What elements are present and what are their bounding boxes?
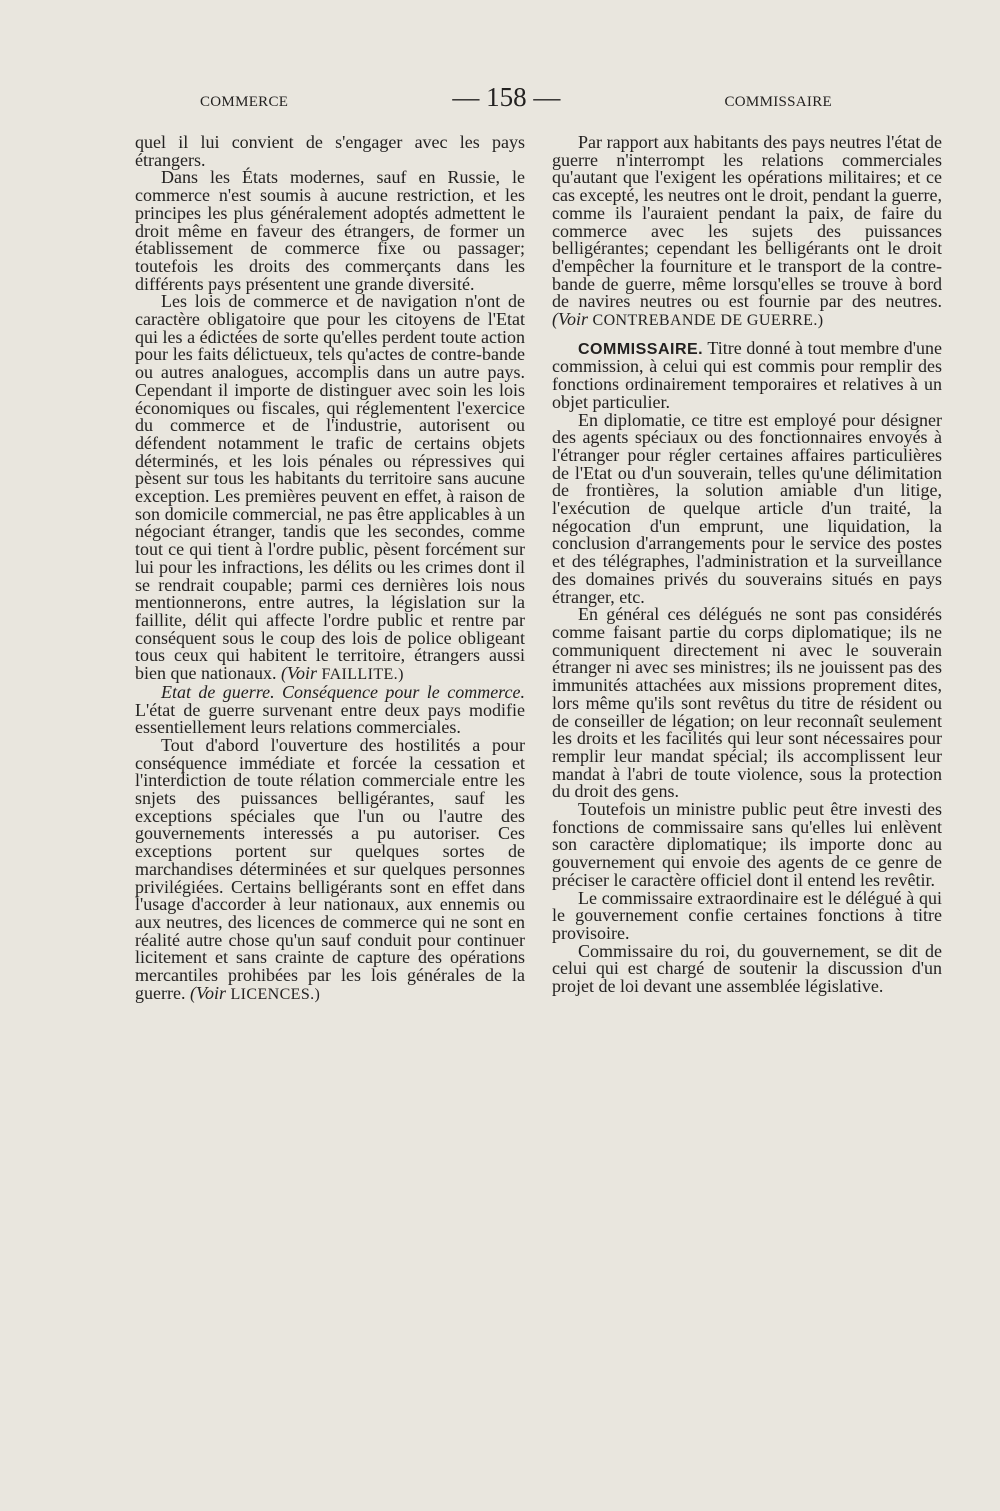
entry-headword: COMMISSAIRE. xyxy=(578,340,704,358)
paragraph: En général ces délégués ne sont pas considérés comme faisant partie du corps diplomatique; ils ne communiquent directement ni avec le souverain étranger ni avec ses ministres; ils ne jouissent pas des immunités attachées aux missions proprement dites, lors même qu'ils sont revêtus du titre de résident ou de conseiller de légation; on leur reconnaît seulement les droits et les facilités qui leur sont nécessaires pour remplir leur mandat spécial; ils accomplissent leur mandat à l'abri de toute violence, sous la protection du droit des gens. xyxy=(552,604,942,802)
entry-paragraph xyxy=(552,337,942,412)
paragraph xyxy=(135,293,525,683)
running-head xyxy=(200,82,832,114)
paragraph-text: Tout d'abord l'ouverture des hostilités a pour conséquence immédiate et forcée la cessation et l'interdiction de toute rélation commerciale entre les snjets des puissances belligérantes, sauf les exceptions spéciales que l'un ou l'autre des gouvernements interessés a pu autoriser. Ces exceptions portent sur quelques sortes de marchandises déterminées et sur quelques personnes privilégiées. Certains belligérants sont en effet dans l'usage d'accorder à leur nationaux, aux ennemis ou aux neutres, des licences de commerce qui ne sont en réalité autre chose qu'un sauf conduit pour continuer licitement et sans crainte de capture des opérations mercantiles prohibées par les lois générales de la guerre. xyxy=(135,734,525,1003)
paragraph: Le commissaire extraordinaire est le délégué à qui le gouvernement confie certaines fonctions à titre provisoire. xyxy=(552,887,942,943)
voir-reference: (Voir xyxy=(280,663,317,684)
paragraph-text: Les lois de commerce et de navigation n'ont de caractère obligatoire que pour les citoyens de l'Etat qui les a édictées de sorte qu'elles perdent toute action pour les faits délictueux, tels qu'actes de contre-bande ou autres analogues, accomplis dans un autre pays. Cependant il importe de distinguer avec soin les lois économiques ou fiscales, qui réglementent l'exercice du commerce et de l'industrie, autorisent ou défendent notamment le trafic de certains objets déterminés, et les lois pénales ou répressives qui pèsent sur tous les habitants du territoire sans aucune exception. Les premières peuvent en effet, à raison de son domicile commercial, ne pas être applicables à un négociant étranger, tandis que les secondes, comme tout ce qui tient à l'ordre public, pèsent forcément sur lui pour les infractions, les délits ou les crimes dont il se rendrait coupable; parmi ces dernières lois nous mentionnerons, entre autres, la législation sur la faillite, délit qui affecte l'ordre public et rentre par conséquent sous le coup des lois de police obligeant tous ceux qui habitent le territoire, étrangers aussi bien que nationaux. xyxy=(135,291,525,684)
paragraph-text: Par rapport aux habitants des pays neutres l'état de guerre n'interrompt les relations commerciales qu'autant que l'exigent les opérations militaires; et ce cas excepté, les neutres ont le droit, pendant la guerre, comme ils l'auraient pendant la paix, de faire du commerce avec les sujets des puissances belligérantes; cependant les belligérants ont le droit d'empêcher la fourniture et le transport de la contre-bande de guerre, même lorsqu'elles se trouve à bord de navires neutres ou est fournie par des neutres. xyxy=(552,132,942,312)
cross-reference: CONTREBANDE DE GUERRE.) xyxy=(592,312,824,330)
paragraph: quel il lui convient de s'engager avec les pays étrangers. xyxy=(135,132,525,170)
paragraph xyxy=(135,681,525,738)
right-column xyxy=(552,134,942,996)
paragraph xyxy=(135,734,525,1004)
paragraph: En diplomatie, ce titre est employé pour désigner des agents spéciaux ou des fonctionnaires envoyés à l'étranger pour régler certaines affaires particulières de l'Etat ou d'un souverain, telles qu'une délimitation de frontières, la solution amiable d'un litige, l'exécution de quelque article d'un traité, la négocation d'un emprunt, une liquidation, la conclusion d'arrangements pour le service des postes et des télégraphes, l'administration et la surveillance des domaines privés du souverains situés en pays étranger, etc. xyxy=(552,409,942,607)
header-left-word: COMMERCE xyxy=(200,94,289,110)
page-number: — 158 — xyxy=(452,82,561,112)
cross-reference: FAILLITE.) xyxy=(321,666,404,684)
paragraph: Dans les États modernes, sauf en Russie, le commerce n'est soumis à aucune restriction, et les principes les plus généralement adoptés admettent le droit même en faveur des étrangers, de former un établissement de commerce fixe ou passager; toutefois les droits des commerçants dans les différents pays présentent une grande diversité. xyxy=(135,167,525,294)
voir-reference: (Voir xyxy=(552,309,588,330)
paragraph xyxy=(552,134,942,330)
paragraph-text: Titre donné à tout membre d'une commission, à celui qui est commis pour remplir des fonctions ordinairement temporaires et relatives à un objet particulier. xyxy=(552,337,942,412)
paragraph: Toutefois un ministre public peut être investi des fonctions de commissaire sans qu'elles lui enlèvent son caractère diplomatique; ils importe donc au gouvernement qui envoie des agents de ce genre de préciser le caractère officiel dont il entend les revêtir. xyxy=(552,799,942,890)
left-column xyxy=(135,134,525,1003)
paragraph-text: L'état de guerre survenant entre deux pays modifie essentiellement leurs relations commerciales. xyxy=(135,699,525,738)
voir-reference: (Voir xyxy=(189,982,226,1003)
subheading: Etat de guerre. Conséquence pour le commerce. xyxy=(161,681,525,702)
cross-reference: LICENCES.) xyxy=(230,985,321,1003)
header-right-word: COMMISSAIRE xyxy=(724,94,832,110)
paragraph: Commissaire du roi, du gouvernement, se dit de celui qui est chargé de soutenir la discussion d'un projet de loi devant une assemblée législative. xyxy=(552,940,942,997)
